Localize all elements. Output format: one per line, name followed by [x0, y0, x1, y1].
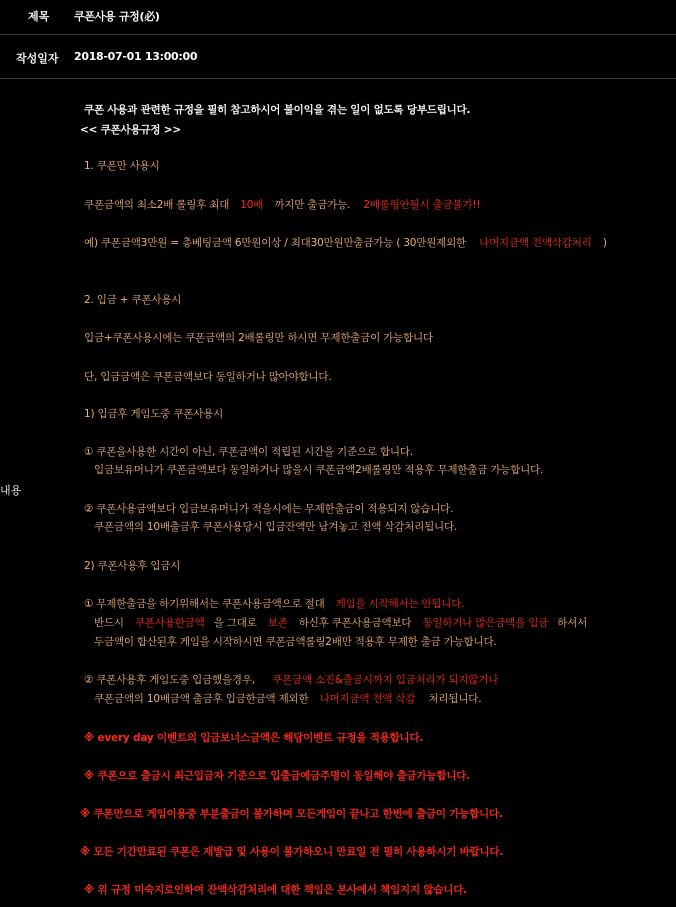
example-highlight: 나머지금액 전액삭감처리	[479, 237, 592, 249]
example-text: 예) 쿠폰금액3만원 = 총베팅금액 6만원이상 / 최대30만원만출금가능 ( 30만원제외한	[84, 237, 467, 249]
sub2-item	[94, 691, 481, 706]
sub1-heading: 1) 입금후 게임도중 쿠폰사용시	[84, 408, 224, 420]
sub2-item	[84, 596, 464, 611]
post-date: 2018-07-01 13:00:00	[74, 50, 198, 63]
sub2-text: 쿠폰금액의 10배금액 출금후 입금한금액 제외한	[94, 693, 309, 705]
section1-heading: 1. 쿠폰만 사용시	[84, 160, 160, 172]
sub2-highlight: 나머지금액 전액 삭감	[319, 693, 416, 705]
divider	[0, 78, 676, 79]
post-title: 쿠폰사용 규정(必)	[74, 10, 160, 23]
title-label: 제목	[28, 10, 50, 23]
sub2-highlight: 동일하거나 많은금액을 입금	[422, 617, 549, 629]
sub2-highlight: 보존	[267, 617, 288, 629]
sub2-item	[84, 672, 498, 687]
date-label: 작성일자	[16, 52, 59, 65]
sub2-text: 하신후 쿠폰사용금액보다	[298, 617, 412, 629]
sub2-text: 반드시	[94, 617, 124, 629]
sub1-item: 쿠폰금액의 10배출금후 쿠폰사용당시 입금잔액만 남겨놓고 전액 삭감처리됩니다.	[94, 521, 458, 533]
sub2-highlight: 쿠폰금액 소진&출금시까지 입금처리가 되지않거나	[272, 674, 499, 686]
sub2-text: ① 무제한출금을 하기위해서는 쿠폰사용금액으로 절대	[84, 598, 325, 610]
sub2-highlight: 쿠폰사용한금액	[134, 617, 205, 629]
rule-highlight: 2배롤링안될시 출금불가!!	[363, 199, 481, 211]
rule-highlight: 10배	[240, 199, 264, 211]
rule-text: 쿠폰금액의 최소2배 롤링후 최대	[84, 199, 230, 211]
sub2-heading: 2) 쿠폰사용후 입금시	[84, 560, 181, 572]
intro-line: 쿠폰 사용과 관련한 규정을 필히 참고하시어 불이익을 겪는 일이 없도록 당부드립니다.	[84, 104, 471, 116]
divider	[0, 34, 676, 35]
sub1-item: 입금보유머니가 쿠폰금액보다 동일하거나 많을시 쿠폰금액2배롤링만 적용후 무제한출금 가능합니다.	[94, 464, 544, 476]
section1-rule	[84, 197, 480, 212]
note: ※ 쿠폰만으로 게임이용중 부분출금이 불가하며 모든게임이 끝나고 한번에 출금이 가능합니다.	[80, 808, 503, 820]
note: ※ every day 이벤트의 입금보너스금액은 해당이벤트 규정을 적용합니다.	[84, 732, 424, 744]
sub2-text: 처리됩니다.	[428, 693, 482, 705]
sub2-item: 두금액이 합산된후 게임을 시작하시면 쿠폰금액롤링2배만 적용후 무제한 출금 가능합니다.	[94, 636, 497, 648]
section2-heading: 2. 입금 + 쿠폰사용시	[84, 294, 182, 306]
rule-text: 까지만 출금가능.	[274, 199, 351, 211]
sub2-text: 하셔서	[557, 617, 588, 629]
sub2-item	[94, 615, 587, 630]
intro-subtitle: << 쿠폰사용규정 >>	[80, 124, 181, 136]
section2-desc: 입금+쿠폰사용시에는 쿠폰금액의 2배롤링만 하시면 무제한출금이 가능합니다	[84, 332, 433, 344]
sub2-highlight: 게임을 시작해서는 안됩니다.	[335, 598, 465, 610]
section2-cond: 단, 입금금액은 쿠폰금액보다 동일하거나 많아야합니다.	[84, 371, 332, 383]
note: ※ 쿠폰으로 출금시 최근입금자 기준으로 입출금예금주명이 동일해야 출금가능합니다.	[84, 770, 470, 782]
sub2-text: 을 그대로	[213, 617, 257, 629]
content-label: 내용	[0, 484, 22, 497]
note: ※ 위 규정 미숙지로인하여 잔액삭감처리에 대한 책임은 본사에서 책임지지 않습니다.	[84, 884, 467, 896]
example-text: )	[602, 237, 607, 249]
sub1-item: ① 쿠폰을사용한 시간이 아닌, 쿠폰금액이 적립된 시간을 기준으로 합니다.	[84, 446, 413, 458]
sub2-text: ② 쿠폰사용후 게임도중 입금했을경우,	[84, 674, 255, 686]
note: ※ 모든 기간만료된 쿠폰은 재발급 및 사용이 불가하오니 만료일 전 필히 사용하시기 바랍니다.	[80, 846, 504, 858]
section1-example	[84, 235, 607, 250]
sub1-item: ② 쿠폰사용금액보다 입금보유머니가 적을시에는 무제한출금이 적용되지 않습니다.	[84, 503, 454, 515]
